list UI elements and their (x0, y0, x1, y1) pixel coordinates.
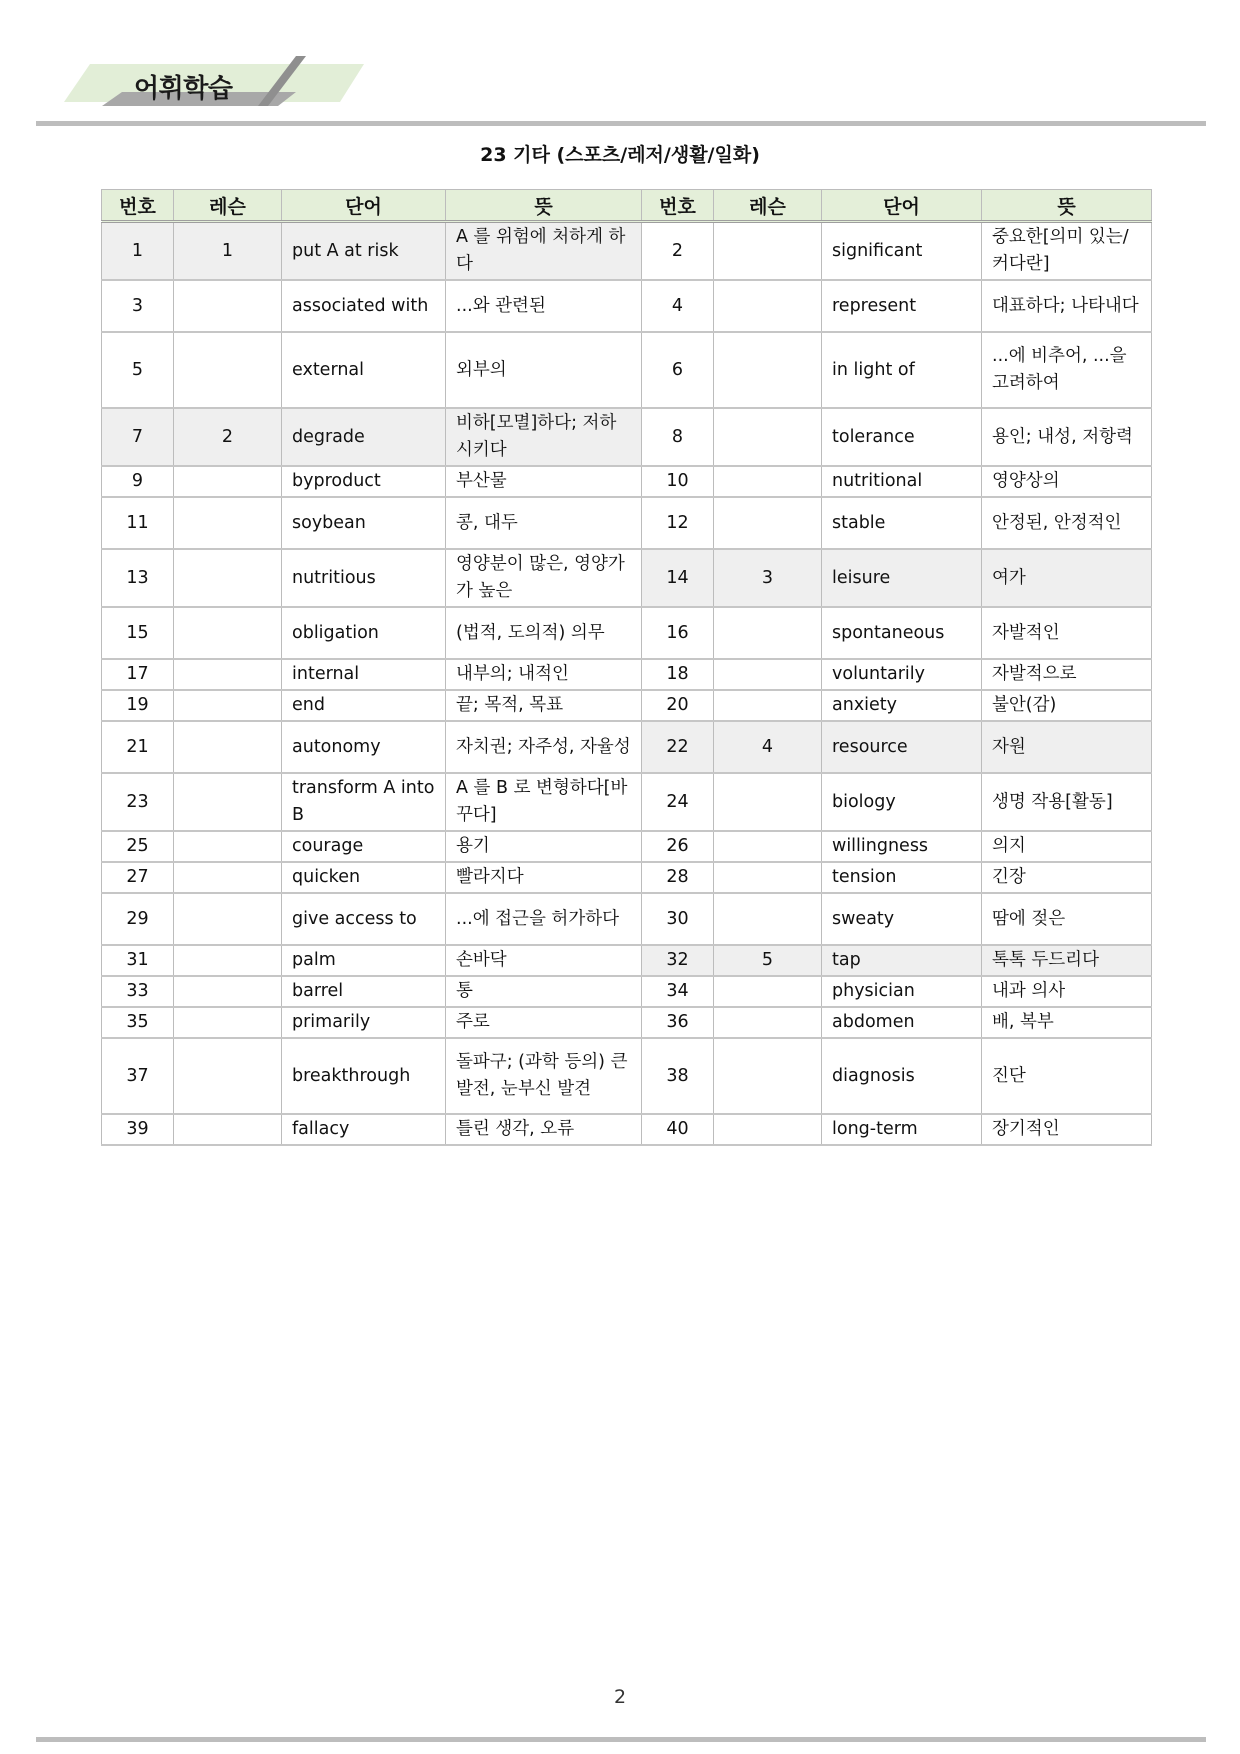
right-number-cell: 24 (642, 773, 714, 831)
table-row (102, 466, 1152, 497)
right-lesson-cell (714, 1038, 822, 1114)
right-number-cell: 40 (642, 1114, 714, 1145)
left-word-cell: primarily (282, 1007, 446, 1038)
left-number-cell: 39 (102, 1114, 174, 1145)
right-meaning-cell: 배, 복부 (982, 1007, 1152, 1038)
right-number-cell: 6 (642, 332, 714, 408)
right-number-cell: 8 (642, 408, 714, 466)
header-number-2: 번호 (642, 190, 714, 222)
right-meaning-cell: 내과 의사 (982, 976, 1152, 1007)
right-number-cell: 4 (642, 280, 714, 332)
right-word-cell: stable (822, 497, 982, 549)
vocabulary-table (101, 189, 1152, 1146)
table-row (102, 893, 1152, 945)
table-row (102, 773, 1152, 831)
left-number-cell: 13 (102, 549, 174, 607)
right-word-cell: willingness (822, 831, 982, 862)
header-number: 번호 (102, 190, 174, 222)
table-row (102, 976, 1152, 1007)
right-word-cell: resource (822, 721, 982, 773)
left-lesson-cell (174, 549, 282, 607)
left-meaning-cell: 비하[모멸]하다; 저하시키다 (446, 408, 642, 466)
table-row (102, 1038, 1152, 1114)
right-lesson-cell (714, 497, 822, 549)
left-lesson-cell (174, 607, 282, 659)
right-lesson-cell (714, 659, 822, 690)
left-number-cell: 9 (102, 466, 174, 497)
right-number-cell: 26 (642, 831, 714, 862)
right-number-cell: 34 (642, 976, 714, 1007)
left-lesson-cell (174, 280, 282, 332)
left-lesson-cell (174, 721, 282, 773)
right-word-cell: tap (822, 945, 982, 976)
right-lesson-cell (714, 893, 822, 945)
right-number-cell: 36 (642, 1007, 714, 1038)
page-number: 2 (613, 1686, 627, 1708)
left-word-cell: transform A into B (282, 773, 446, 831)
right-word-cell: long-term (822, 1114, 982, 1145)
table-row (102, 659, 1152, 690)
left-lesson-cell (174, 893, 282, 945)
table-row (102, 1114, 1152, 1145)
right-word-cell: represent (822, 280, 982, 332)
right-meaning-cell: 자발적으로 (982, 659, 1152, 690)
right-number-cell: 30 (642, 893, 714, 945)
left-meaning-cell: 콩, 대두 (446, 497, 642, 549)
left-word-cell: autonomy (282, 721, 446, 773)
left-word-cell: obligation (282, 607, 446, 659)
left-word-cell: nutritious (282, 549, 446, 607)
left-number-cell: 21 (102, 721, 174, 773)
left-word-cell: byproduct (282, 466, 446, 497)
table-row (102, 549, 1152, 607)
left-lesson-cell (174, 862, 282, 893)
table-row (102, 332, 1152, 408)
right-meaning-cell: 불안(감) (982, 690, 1152, 721)
header-lesson-2: 레슨 (714, 190, 822, 222)
left-number-cell: 31 (102, 945, 174, 976)
right-lesson-cell (714, 222, 822, 281)
right-meaning-cell: 생명 작용[활동] (982, 773, 1152, 831)
table-row (102, 280, 1152, 332)
right-number-cell: 2 (642, 222, 714, 281)
vocabulary-table-body (102, 222, 1152, 1146)
left-number-cell: 3 (102, 280, 174, 332)
left-meaning-cell: 부산물 (446, 466, 642, 497)
table-row (102, 222, 1152, 281)
left-meaning-cell: ...와 관련된 (446, 280, 642, 332)
left-word-cell: palm (282, 945, 446, 976)
left-meaning-cell: ...에 접근을 허가하다 (446, 893, 642, 945)
left-word-cell: barrel (282, 976, 446, 1007)
right-meaning-cell: 안정된, 안정적인 (982, 497, 1152, 549)
right-number-cell: 20 (642, 690, 714, 721)
right-meaning-cell: 땀에 젖은 (982, 893, 1152, 945)
right-lesson-cell (714, 1007, 822, 1038)
left-number-cell: 15 (102, 607, 174, 659)
left-number-cell: 7 (102, 408, 174, 466)
left-number-cell: 19 (102, 690, 174, 721)
left-word-cell: external (282, 332, 446, 408)
left-word-cell: fallacy (282, 1114, 446, 1145)
left-lesson-cell (174, 831, 282, 862)
left-number-cell: 11 (102, 497, 174, 549)
left-lesson-cell: 2 (174, 408, 282, 466)
left-meaning-cell: 영양분이 많은, 영양가가 높은 (446, 549, 642, 607)
right-meaning-cell: 자발적인 (982, 607, 1152, 659)
right-word-cell: tolerance (822, 408, 982, 466)
table-row (102, 408, 1152, 466)
right-lesson-cell: 4 (714, 721, 822, 773)
right-lesson-cell: 5 (714, 945, 822, 976)
right-meaning-cell: 대표하다; 나타내다 (982, 280, 1152, 332)
left-meaning-cell: 끝; 목적, 목표 (446, 690, 642, 721)
left-meaning-cell: 통 (446, 976, 642, 1007)
left-lesson-cell: 1 (174, 222, 282, 281)
left-number-cell: 29 (102, 893, 174, 945)
right-lesson-cell (714, 332, 822, 408)
header-meaning: 뜻 (446, 190, 642, 222)
left-meaning-cell: 돌파구; (과학 등의) 큰 발전, 눈부신 발견 (446, 1038, 642, 1114)
left-lesson-cell (174, 466, 282, 497)
header-word: 단어 (282, 190, 446, 222)
left-lesson-cell (174, 1038, 282, 1114)
left-meaning-cell: 용기 (446, 831, 642, 862)
right-meaning-cell: 긴장 (982, 862, 1152, 893)
right-lesson-cell (714, 1114, 822, 1145)
right-word-cell: abdomen (822, 1007, 982, 1038)
table-row (102, 831, 1152, 862)
right-number-cell: 18 (642, 659, 714, 690)
left-meaning-cell: A 를 위험에 처하게 하다 (446, 222, 642, 281)
left-lesson-cell (174, 659, 282, 690)
right-number-cell: 14 (642, 549, 714, 607)
right-meaning-cell: ...에 비추어, ...을 고려하여 (982, 332, 1152, 408)
left-meaning-cell: 내부의; 내적인 (446, 659, 642, 690)
right-number-cell: 32 (642, 945, 714, 976)
left-number-cell: 37 (102, 1038, 174, 1114)
table-row (102, 690, 1152, 721)
header-title: 어휘학습 (134, 74, 233, 104)
left-lesson-cell (174, 690, 282, 721)
left-number-cell: 27 (102, 862, 174, 893)
left-lesson-cell (174, 1114, 282, 1145)
left-lesson-cell (174, 497, 282, 549)
left-number-cell: 35 (102, 1007, 174, 1038)
header-meaning-2: 뜻 (982, 190, 1152, 222)
table-row (102, 1007, 1152, 1038)
bottom-divider (36, 1737, 1206, 1742)
right-word-cell: voluntarily (822, 659, 982, 690)
right-lesson-cell (714, 976, 822, 1007)
left-meaning-cell: 주로 (446, 1007, 642, 1038)
right-meaning-cell: 영양상의 (982, 466, 1152, 497)
left-word-cell: breakthrough (282, 1038, 446, 1114)
left-number-cell: 5 (102, 332, 174, 408)
top-divider (36, 121, 1206, 126)
table-header-row (102, 190, 1152, 222)
right-number-cell: 16 (642, 607, 714, 659)
left-meaning-cell: 손바닥 (446, 945, 642, 976)
left-word-cell: quicken (282, 862, 446, 893)
table-row (102, 862, 1152, 893)
left-number-cell: 23 (102, 773, 174, 831)
right-word-cell: nutritional (822, 466, 982, 497)
right-word-cell: in light of (822, 332, 982, 408)
right-meaning-cell: 장기적인 (982, 1114, 1152, 1145)
left-meaning-cell: 빨라지다 (446, 862, 642, 893)
right-word-cell: spontaneous (822, 607, 982, 659)
left-word-cell: soybean (282, 497, 446, 549)
left-word-cell: give access to (282, 893, 446, 945)
left-word-cell: internal (282, 659, 446, 690)
right-lesson-cell (714, 408, 822, 466)
table-row (102, 607, 1152, 659)
left-meaning-cell: 외부의 (446, 332, 642, 408)
left-lesson-cell (174, 332, 282, 408)
left-lesson-cell (174, 976, 282, 1007)
left-lesson-cell (174, 1007, 282, 1038)
left-number-cell: 33 (102, 976, 174, 1007)
left-meaning-cell: A 를 B 로 변형하다[바꾸다] (446, 773, 642, 831)
right-meaning-cell: 중요한[의미 있는/커다란] (982, 222, 1152, 281)
left-number-cell: 17 (102, 659, 174, 690)
table-row (102, 721, 1152, 773)
right-word-cell: tension (822, 862, 982, 893)
left-meaning-cell: 틀린 생각, 오류 (446, 1114, 642, 1145)
right-meaning-cell: 의지 (982, 831, 1152, 862)
right-word-cell: physician (822, 976, 982, 1007)
right-number-cell: 38 (642, 1038, 714, 1114)
right-lesson-cell (714, 773, 822, 831)
right-word-cell: sweaty (822, 893, 982, 945)
right-meaning-cell: 진단 (982, 1038, 1152, 1114)
left-word-cell: end (282, 690, 446, 721)
table-row (102, 497, 1152, 549)
left-word-cell: associated with (282, 280, 446, 332)
right-word-cell: significant (822, 222, 982, 281)
left-meaning-cell: (법적, 도의적) 의무 (446, 607, 642, 659)
left-lesson-cell (174, 945, 282, 976)
header-lesson: 레슨 (174, 190, 282, 222)
left-word-cell: degrade (282, 408, 446, 466)
right-number-cell: 12 (642, 497, 714, 549)
table-row (102, 945, 1152, 976)
left-lesson-cell (174, 773, 282, 831)
right-number-cell: 22 (642, 721, 714, 773)
left-number-cell: 1 (102, 222, 174, 281)
left-meaning-cell: 자치권; 자주성, 자율성 (446, 721, 642, 773)
right-word-cell: biology (822, 773, 982, 831)
right-word-cell: leisure (822, 549, 982, 607)
left-word-cell: put A at risk (282, 222, 446, 281)
header-word-2: 단어 (822, 190, 982, 222)
right-meaning-cell: 여가 (982, 549, 1152, 607)
right-meaning-cell: 톡톡 두드리다 (982, 945, 1152, 976)
left-number-cell: 25 (102, 831, 174, 862)
right-lesson-cell (714, 466, 822, 497)
right-meaning-cell: 자원 (982, 721, 1152, 773)
right-lesson-cell (714, 607, 822, 659)
right-meaning-cell: 용인; 내성, 저항력 (982, 408, 1152, 466)
right-lesson-cell (714, 280, 822, 332)
right-word-cell: diagnosis (822, 1038, 982, 1114)
right-lesson-cell (714, 690, 822, 721)
right-number-cell: 10 (642, 466, 714, 497)
right-number-cell: 28 (642, 862, 714, 893)
left-word-cell: courage (282, 831, 446, 862)
header-bar (0, 0, 1240, 130)
right-lesson-cell (714, 862, 822, 893)
page-subtitle: 23 기타 (스포츠/레저/생활/일화) (480, 144, 760, 166)
right-lesson-cell (714, 831, 822, 862)
right-lesson-cell: 3 (714, 549, 822, 607)
right-word-cell: anxiety (822, 690, 982, 721)
